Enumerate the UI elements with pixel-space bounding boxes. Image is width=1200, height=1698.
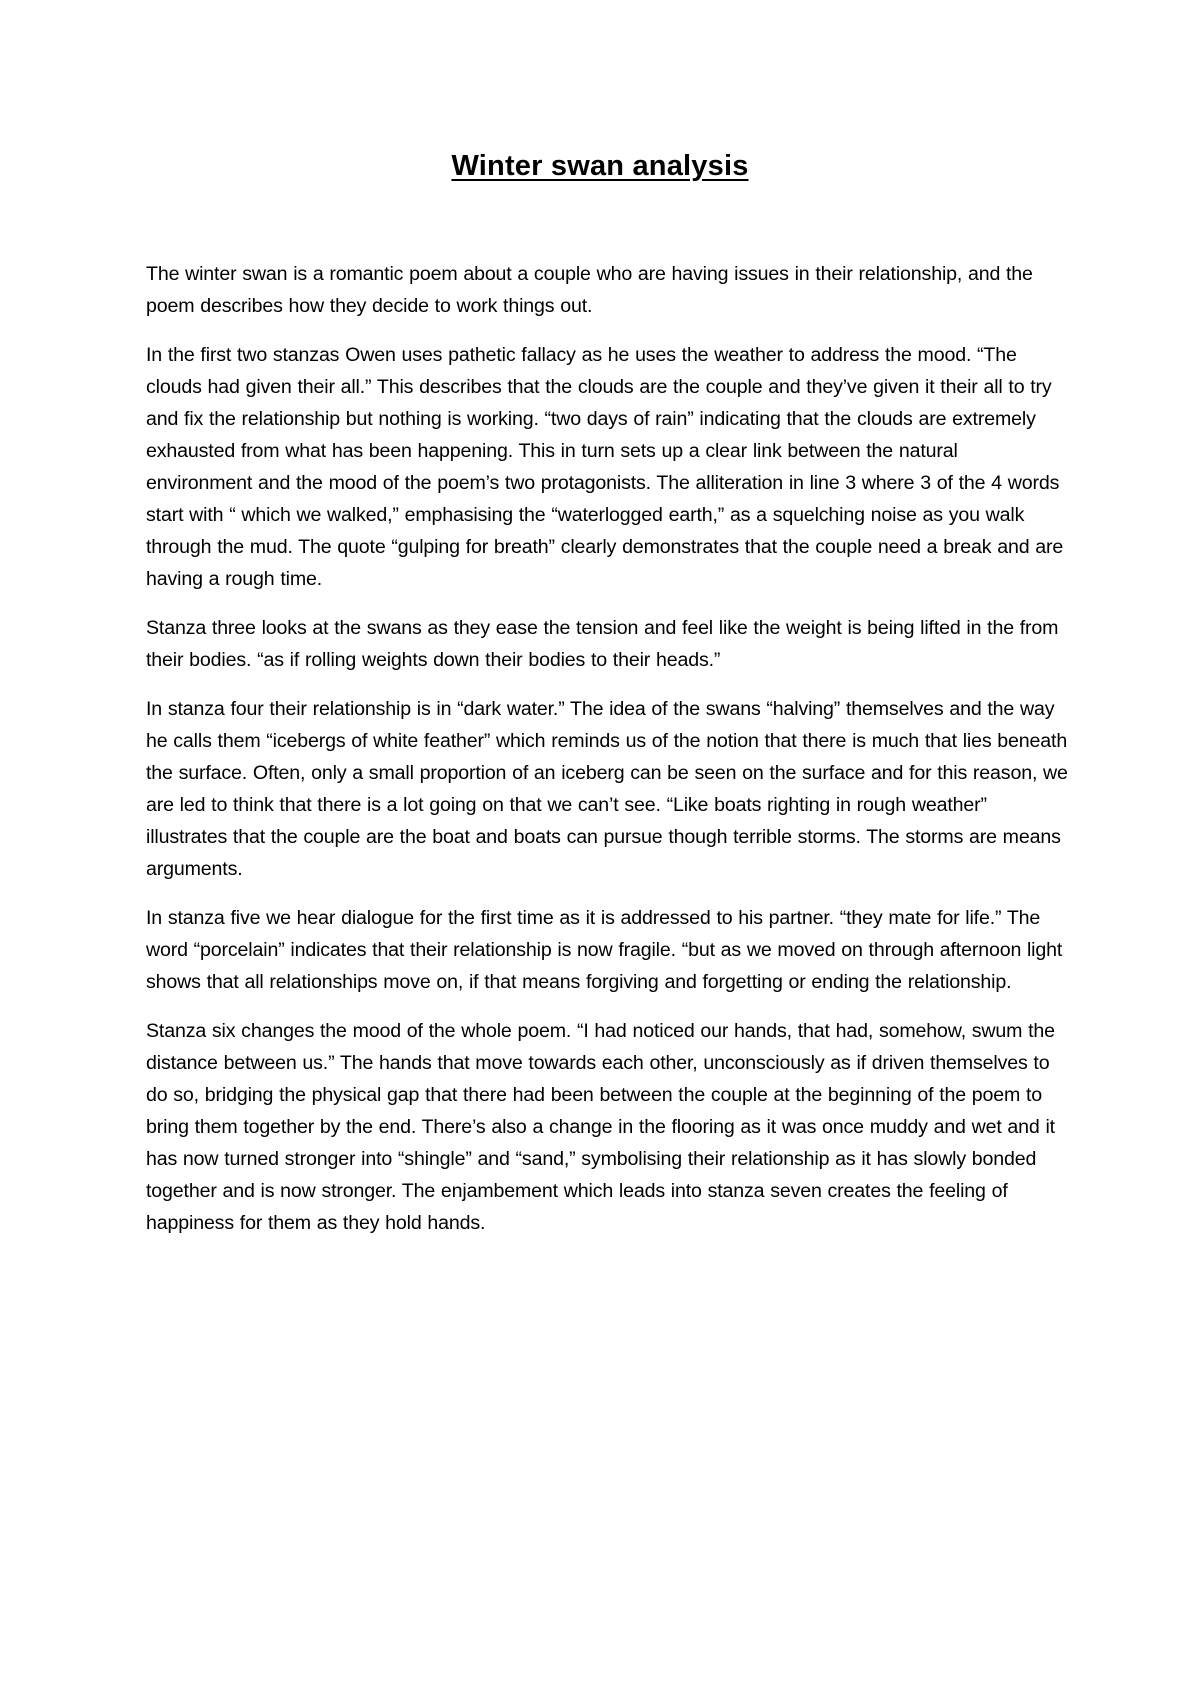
paragraph-stanza-three: Stanza three looks at the swans as they ease the tension and feel like the weight is being lifted in the from their bodies. “as if rolling weights down their bodies to their heads.” — [146, 617, 1059, 671]
paragraph-stanza-five: In stanza five we hear dialogue for the first time as it is addressed to his partner. “they mate for life.” The word “porcelain” indicates that their relationship is now fragile. “but as we moved on through afternoon light shows that all relationships move on, if that means forgiving and forgetting or ending the relationship. — [146, 907, 1063, 993]
document-body — [146, 258, 1068, 1256]
paragraph-stanza-six: Stanza six changes the mood of the whole poem. “I had noticed our hands, that had, somehow, swum the distance between us.” The hands that move towards each other, unconsciously as if driven themselves to do so, bridging the physical gap that there had been between the couple at the beginning of the poem to bring them together by the end. There’s also a change in the flooring as it was once muddy and wet and it has now turned stronger into “shingle” and “sand,” symbolising their relationship as it has slowly bonded together and is now stronger. The enjambement which leads into stanza seven creates the feeling of happiness for them as they hold hands. — [146, 1020, 1055, 1234]
paragraph-stanza-four: In stanza four their relationship is in “dark water.” The idea of the swans “halving” themselves and the way he calls them “icebergs of white feather” which reminds us of the notion that there is much that lies beneath the surface. Often, only a small proportion of an iceberg can be seen on the surface and for this reason, we are led to think that there is a lot going on that we can’t see. “Like boats righting in rough weather” illustrates that the couple are the boat and boats can pursue though terrible storms. The storms are means arguments. — [146, 698, 1068, 880]
paragraph-intro: The winter swan is a romantic poem about a couple who are having issues in their relationship, and the poem describes how they decide to work things out. — [146, 263, 1033, 317]
paragraph-stanzas-one-two: In the first two stanzas Owen uses pathetic fallacy as he uses the weather to address the mood. “The clouds had given their all.” This describes that the clouds are the couple and they’ve given it their all to try and fix the relationship but nothing is working. “two days of rain” indicating that the clouds are extremely exhausted from what has been happening. This in turn sets up a clear link between the natural environment and the mood of the poem’s two protagonists. The alliteration in line 3 where 3 of the 4 words start with “ which we walked,” emphasising the “waterlogged earth,” as a squelching noise as you walk through the mud. The quote “gulping for breath” clearly demonstrates that the couple need a break and are having a rough time. — [146, 344, 1064, 590]
page-title: Winter swan analysis — [451, 150, 749, 182]
